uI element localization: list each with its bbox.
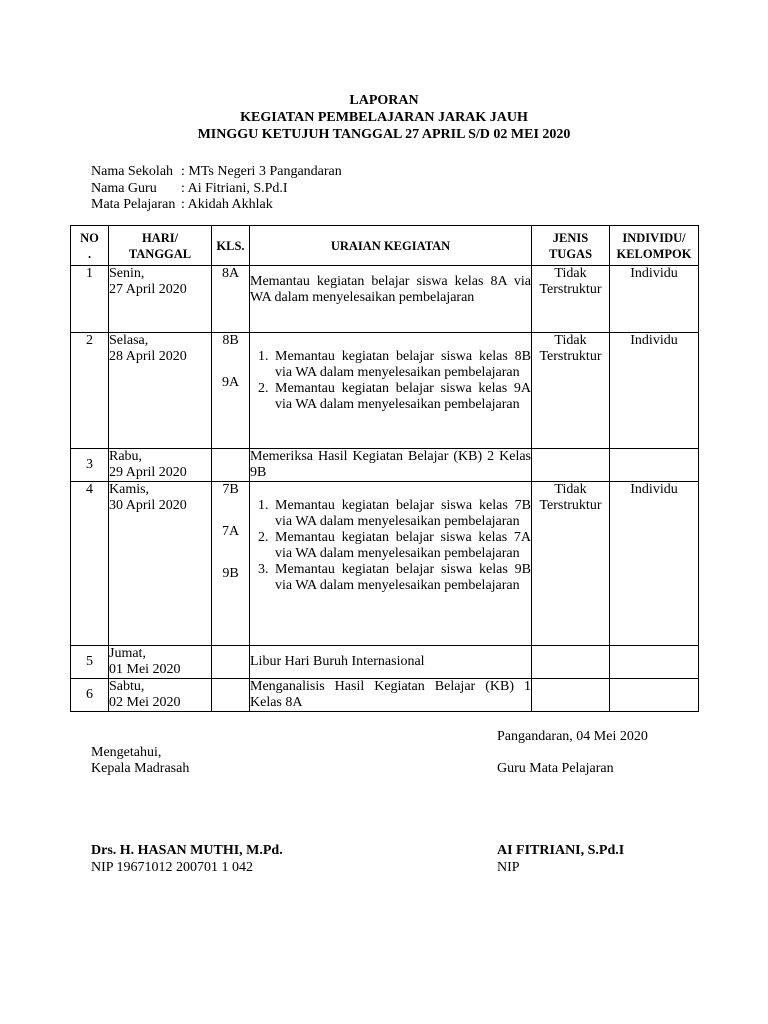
- row-activity: Memeriksa Hasil Kegiatan Belajar (KB) 2 Kelas 9B: [250, 449, 531, 480]
- list-item: 1. Memantau kegiatan belajar siswa kelas 8B via WA dalam menyelesaikan pembelajaran: [272, 349, 531, 381]
- row-task-type: Tidak Terstruktur: [532, 482, 610, 646]
- col-no-header: NO .: [71, 226, 109, 266]
- col-day-header: HARI/ TANGGAL: [109, 226, 212, 266]
- row-number: 5: [71, 646, 109, 679]
- row-class: [212, 449, 250, 482]
- row-group: [610, 449, 699, 482]
- row-task-type: Tidak Terstruktur: [532, 266, 610, 333]
- report-period: MINGGU KETUJUH TANGGAL 27 APRIL S/D 02 MEI 2020: [197, 127, 571, 142]
- row-day: Senin, 27 April 2020: [109, 266, 212, 333]
- report-title: LAPORAN: [349, 93, 419, 108]
- table-row: [71, 449, 699, 482]
- row-class: [212, 646, 250, 679]
- table-row: [71, 679, 699, 712]
- list-item: 3. Memantau kegiatan belajar siswa kelas 9B via WA dalam menyelesaikan pembelajaran: [272, 562, 531, 594]
- teacher-name: AI FITRIANI, S.Pd.I: [497, 843, 625, 858]
- col-activity-header: URAIAN KEGIATAN: [250, 226, 532, 266]
- report-subtitle: KEGIATAN PEMBELAJARAN JARAK JAUH: [240, 110, 528, 125]
- row-activity: Memantau kegiatan belajar siswa kelas 8A via WA dalam menyelesaikan pembelajaran: [250, 266, 532, 333]
- row-number: 2: [71, 333, 109, 449]
- row-number: 1: [71, 266, 109, 333]
- row-number: 6: [71, 679, 109, 712]
- school-label: Nama Sekolah: [91, 164, 174, 179]
- subject-label: Mata Pelajaran: [91, 197, 176, 212]
- row-task-type: [532, 449, 610, 482]
- col-group-header: INDIVIDU/ KELOMPOK: [610, 226, 699, 266]
- table-header-row: [71, 226, 699, 266]
- activity-table: [70, 225, 699, 712]
- teacher-row: [91, 181, 342, 198]
- col-task-type-header: JENIS TUGAS: [532, 226, 610, 266]
- row-group: Individu: [610, 266, 699, 333]
- row-activity: [250, 333, 532, 449]
- row-day: Rabu, 29 April 2020: [109, 449, 212, 482]
- table-row: [71, 333, 699, 449]
- row-class: 8A: [212, 266, 250, 333]
- list-item: 1. Memantau kegiatan belajar siswa kelas 7B via WA dalam menyelesaikan pembelajaran: [272, 498, 531, 530]
- row-class: [212, 679, 250, 712]
- row-number: 3: [71, 449, 109, 482]
- row-day: Kamis, 30 April 2020: [109, 482, 212, 646]
- acknowledged-label: Mengetahui,: [91, 745, 162, 760]
- school-row: [91, 164, 342, 181]
- school-value: : MTs Negeri 3 Pangandaran: [181, 164, 342, 179]
- row-day: Jumat, 01 Mei 2020: [109, 646, 212, 679]
- subject-value: : Akidah Akhlak: [181, 197, 273, 212]
- list-item: 2. Memantau kegiatan belajar siswa kelas 7A via WA dalam menyelesaikan pembelajaran: [272, 530, 531, 562]
- row-group: Individu: [610, 333, 699, 449]
- row-class: 7B 7A 9B: [212, 482, 250, 646]
- row-number: 4: [71, 482, 109, 646]
- teacher-value: : Ai Fitriani, S.Pd.I: [181, 180, 288, 196]
- list-item: 2. Memantau kegiatan belajar siswa kelas 9A via WA dalam menyelesaikan pembelajaran: [272, 381, 531, 413]
- table-row: [71, 266, 699, 333]
- table-row: [71, 646, 699, 679]
- row-activity: Menganalisis Hasil Kegiatan Belajar (KB) 1 Kelas 8A: [250, 679, 531, 710]
- row-activity: Libur Hari Buruh Internasional: [250, 646, 532, 679]
- col-class-header: KLS.: [212, 226, 250, 266]
- row-day: Sabtu, 02 Mei 2020: [109, 679, 212, 712]
- teacher-label: Nama Guru: [91, 180, 157, 196]
- row-task-type: [532, 646, 610, 679]
- row-task-type: [532, 679, 610, 712]
- place-date: Pangandaran, 04 Mei 2020: [497, 729, 648, 744]
- row-day: Selasa, 28 April 2020: [109, 333, 212, 449]
- row-group: Individu: [610, 482, 699, 646]
- row-group: [610, 646, 699, 679]
- row-class: 8B 9A: [212, 333, 250, 449]
- teacher-role: Guru Mata Pelajaran: [497, 761, 614, 776]
- principal-role: Kepala Madrasah: [91, 761, 190, 776]
- principal-nip: NIP 19671012 200701 1 042: [91, 860, 254, 875]
- principal-name: Drs. H. HASAN MUTHI, M.Pd.: [91, 843, 283, 858]
- row-group: [610, 679, 699, 712]
- subject-row: [91, 197, 342, 214]
- row-activity: [250, 482, 532, 646]
- teacher-nip: NIP: [497, 860, 520, 875]
- table-row: [71, 482, 699, 646]
- identity-block: [91, 164, 342, 214]
- row-task-type: Tidak Terstruktur: [532, 333, 610, 449]
